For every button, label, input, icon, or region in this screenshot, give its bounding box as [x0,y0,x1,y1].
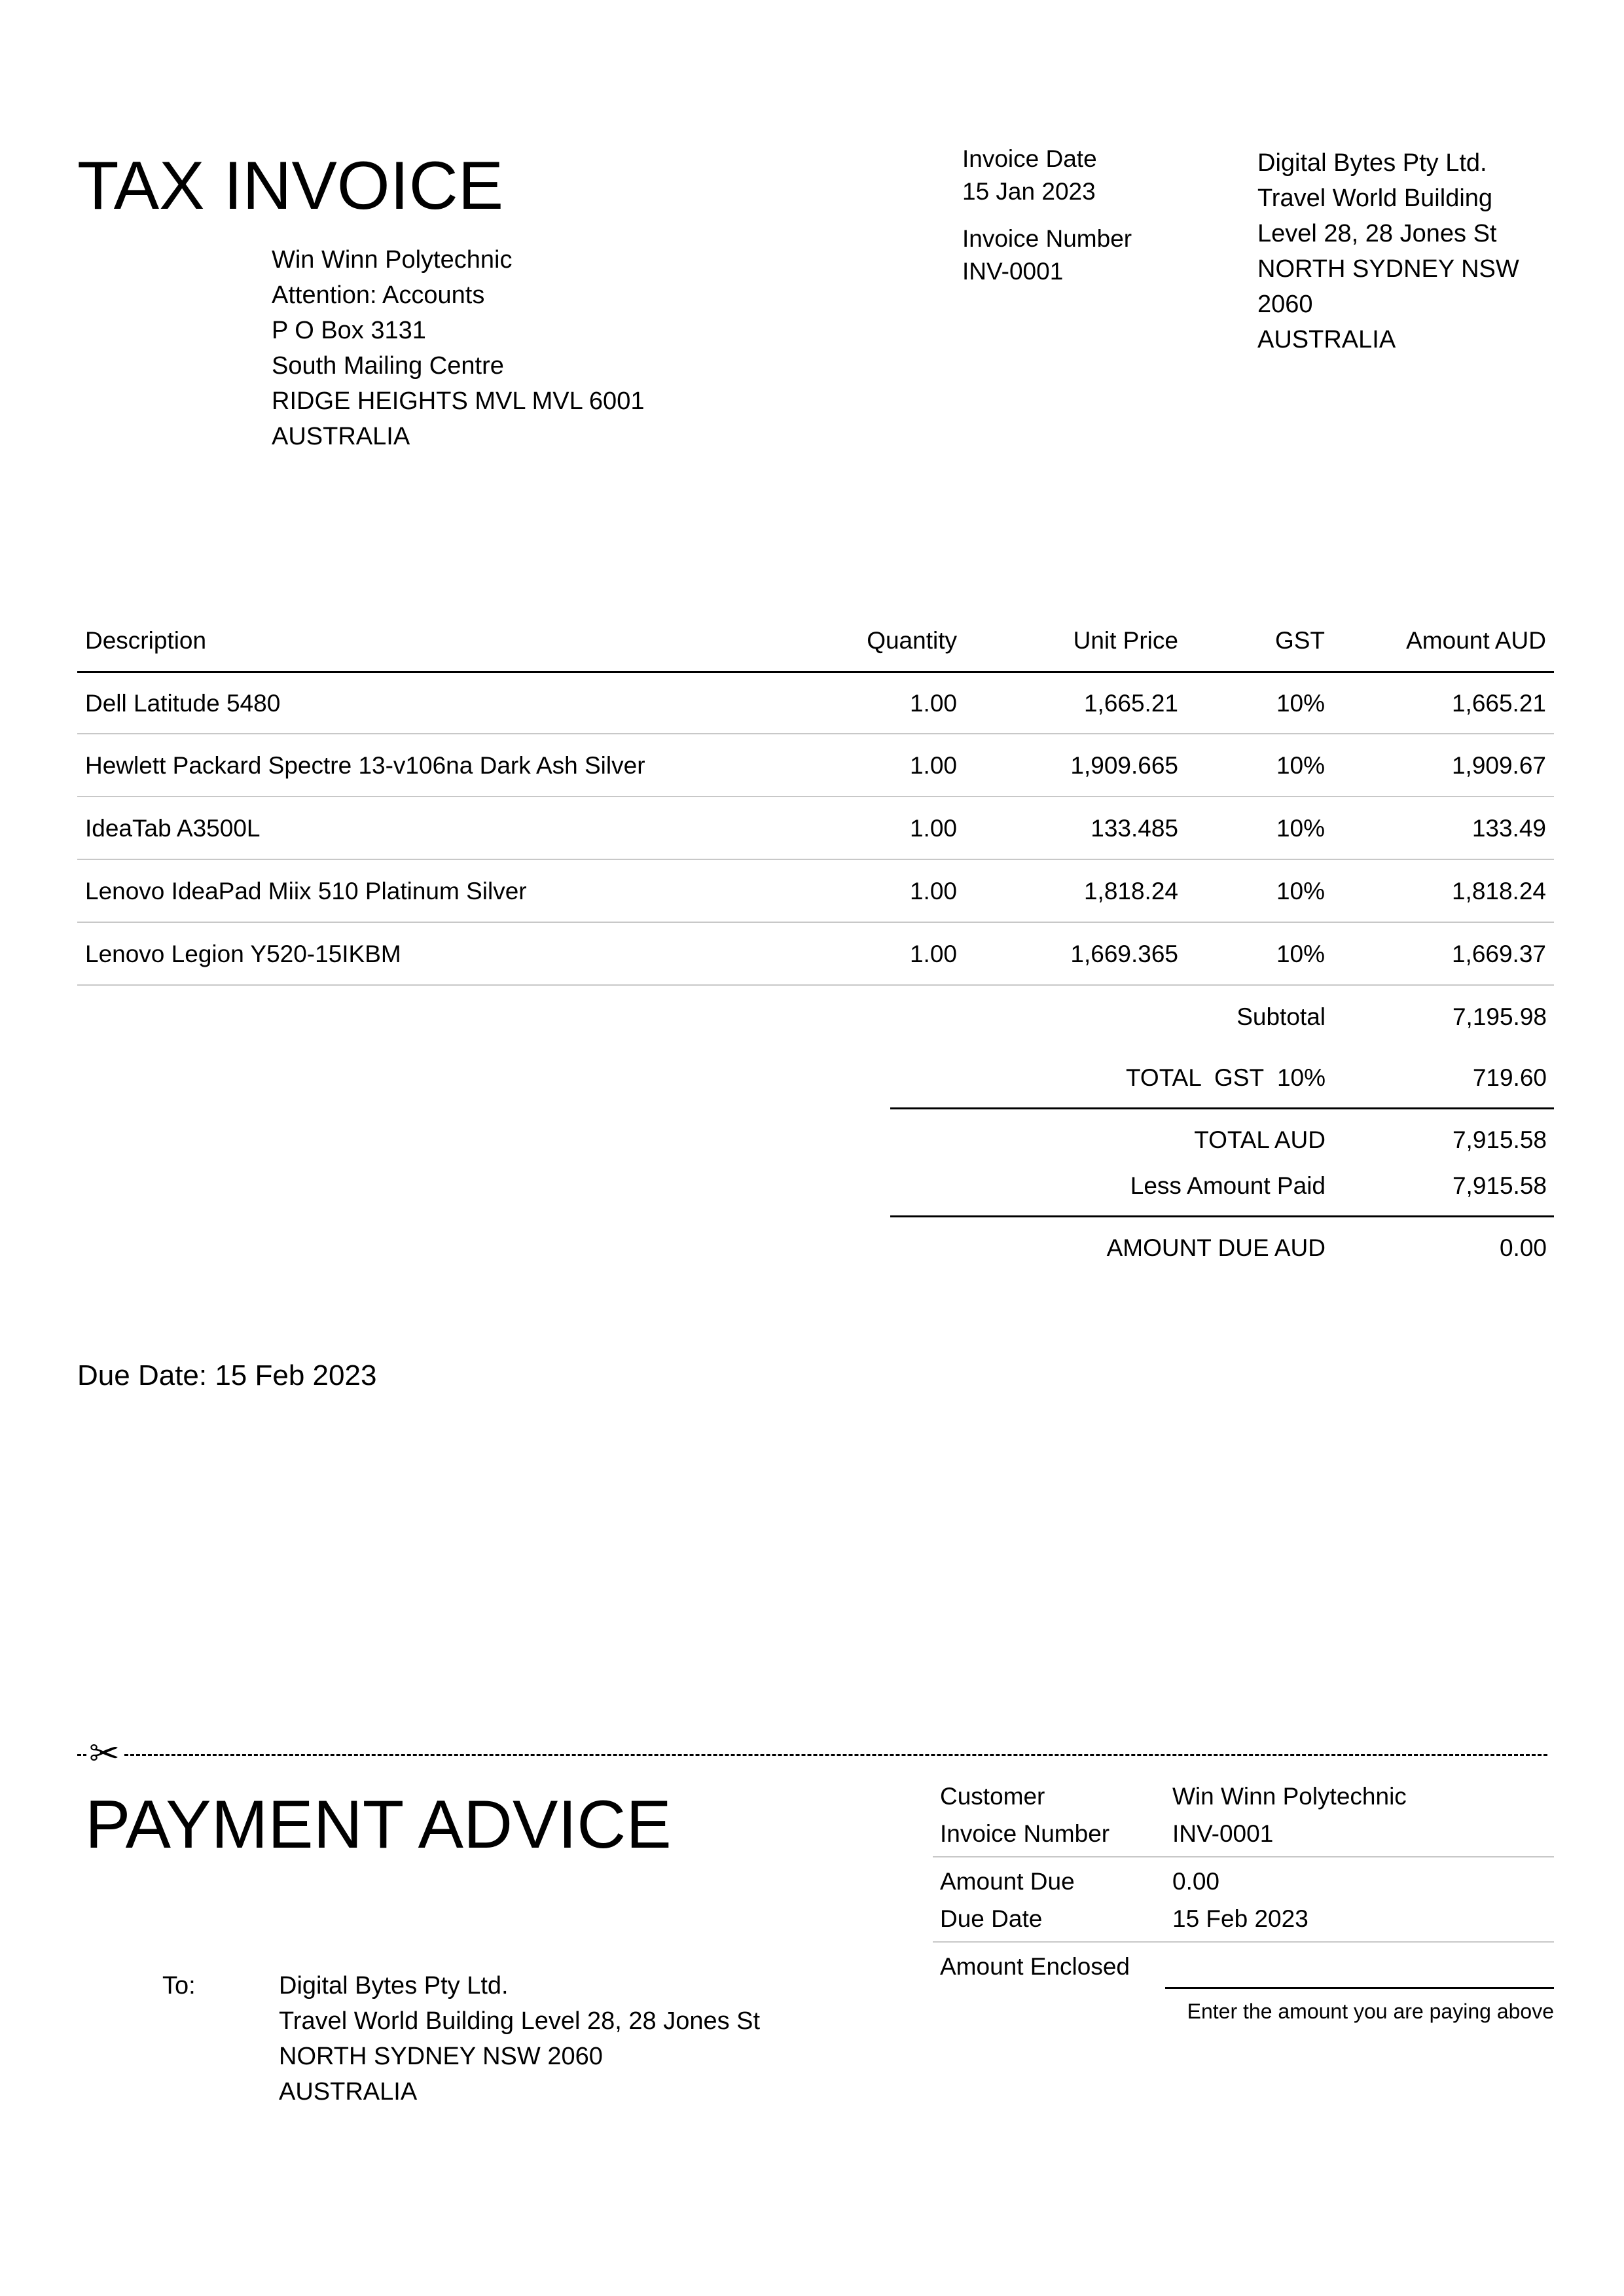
header-quantity: Quantity [867,627,957,654]
row-quantity: 1.00 [909,878,957,905]
total-aud-label: TOTAL AUD [1194,1126,1326,1153]
bill-to-line: Win Winn Polytechnic [272,246,513,274]
advice-due-date-value: 15 Feb 2023 [1172,1905,1308,1932]
row-gst: 10% [1276,941,1325,967]
invoice-date-value: 15 Jan 2023 [962,178,1096,205]
row-gst: 10% [1276,690,1325,717]
row-divider [77,796,1554,797]
row-quantity: 1.00 [909,752,957,779]
remit-to-line: AUSTRALIA [279,2078,418,2106]
row-gst: 10% [1276,815,1325,842]
invoice-meta [962,143,1132,288]
row-unit-price: 1,818.24 [1083,878,1178,905]
remit-to-address [279,1968,760,2109]
row-gst: 10% [1276,752,1325,779]
row-quantity: 1.00 [909,690,957,717]
total-gst-value: 719.60 [1472,1064,1547,1091]
advice-invoice-number-value: INV-0001 [1172,1820,1274,1847]
header-description: Description [85,627,207,654]
from-address [1257,145,1519,357]
table-header-rule [77,671,1554,673]
subtotal-label: Subtotal [1236,1003,1326,1030]
bill-to-line: Attention: Accounts [272,281,485,309]
row-divider [77,859,1554,860]
row-divider [77,733,1554,734]
row-unit-price: 1,669.365 [1070,941,1178,967]
advice-amount-due-value: 0.00 [1172,1868,1220,1895]
table-header [77,623,1554,658]
advice-due-date-label: Due Date [940,1905,1043,1932]
amount-due-rule [890,1215,1554,1217]
row-description: Dell Latitude 5480 [85,690,281,717]
advice-divider [933,1941,1554,1943]
row-description: Lenovo Legion Y520-15IKBM [85,941,401,967]
advice-amount-due-label: Amount Due [940,1868,1075,1895]
bill-to-line: South Mailing Centre [272,352,504,380]
table-row [77,937,1554,972]
from-line: Level 28, 28 Jones St [1257,220,1497,247]
row-amount: 1,669.37 [1451,941,1546,967]
table-row [77,874,1554,909]
bill-to-address [272,242,644,454]
dashed-rule [77,1754,1547,1756]
row-description: Hewlett Packard Spectre 13-v106na Dark Ash Silver [85,752,645,779]
customer-value: Win Winn Polytechnic [1172,1783,1407,1810]
remit-to-line: Travel World Building Level 28, 28 Jones St [279,2007,761,2035]
from-line: NORTH SYDNEY NSW [1257,255,1519,283]
row-divider [77,984,1554,986]
from-line: 2060 [1257,291,1313,318]
row-amount: 1,665.21 [1451,690,1546,717]
row-description: IdeaTab A3500L [85,815,261,842]
table-row [77,748,1554,783]
bill-to-line: AUSTRALIA [272,423,410,450]
row-unit-price: 133.485 [1091,815,1178,842]
invoice-date-label: Invoice Date [962,145,1097,172]
total-gst-label: TOTAL GST 10% [1125,1064,1326,1091]
amount-enclosed-hint: Enter the amount you are paying above [1187,2000,1554,2023]
row-amount: 133.49 [1471,815,1546,842]
invoice-number-label: Invoice Number [962,225,1132,252]
header-unit-price: Unit Price [1073,627,1178,654]
invoice-title: TAX INVOICE [77,148,504,224]
scissors-icon: ✂ [86,1734,122,1773]
row-divider [77,922,1554,923]
row-amount: 1,909.67 [1451,752,1546,779]
row-quantity: 1.00 [909,941,957,967]
from-line: AUSTRALIA [1257,326,1396,353]
due-date: Due Date: 15 Feb 2023 [77,1359,377,1391]
totals-rule [890,1107,1554,1109]
amount-due-label: AMOUNT DUE AUD [1106,1234,1326,1261]
row-quantity: 1.00 [909,815,957,842]
invoice-number-value: INV-0001 [962,258,1064,285]
customer-label: Customer [940,1783,1045,1810]
row-unit-price: 1,665.21 [1083,690,1178,717]
amount-enclosed-field[interactable] [1165,1987,1554,1989]
less-amount-paid-label: Less Amount Paid [1130,1172,1326,1199]
payment-advice-title: PAYMENT ADVICE [85,1787,672,1863]
bill-to-line: P O Box 3131 [272,317,426,344]
to-label: To: [162,1972,196,2000]
table-row [77,811,1554,846]
row-gst: 10% [1276,878,1325,905]
remit-to-line: NORTH SYDNEY NSW 2060 [279,2043,603,2070]
subtotal-value: 7,195.98 [1452,1003,1547,1030]
advice-divider [933,1856,1554,1857]
advice-invoice-number-label: Invoice Number [940,1820,1110,1847]
table-row [77,686,1554,721]
total-aud-value: 7,915.58 [1452,1126,1547,1153]
row-unit-price: 1,909.665 [1070,752,1178,779]
from-line: Digital Bytes Pty Ltd. [1257,149,1487,177]
row-amount: 1,818.24 [1451,878,1546,905]
bill-to-line: RIDGE HEIGHTS MVL MVL 6001 [272,387,645,415]
header-gst: GST [1274,627,1325,654]
cut-line [77,1732,1547,1774]
less-amount-paid-value: 7,915.58 [1452,1172,1547,1199]
header-amount: Amount AUD [1406,627,1546,654]
from-line: Travel World Building [1257,185,1493,212]
row-description: Lenovo IdeaPad Miix 510 Platinum Silver [85,878,527,905]
amount-enclosed-label: Amount Enclosed [940,1953,1130,1980]
remit-to-line: Digital Bytes Pty Ltd. [279,1972,509,2000]
amount-due-value: 0.00 [1499,1234,1547,1261]
